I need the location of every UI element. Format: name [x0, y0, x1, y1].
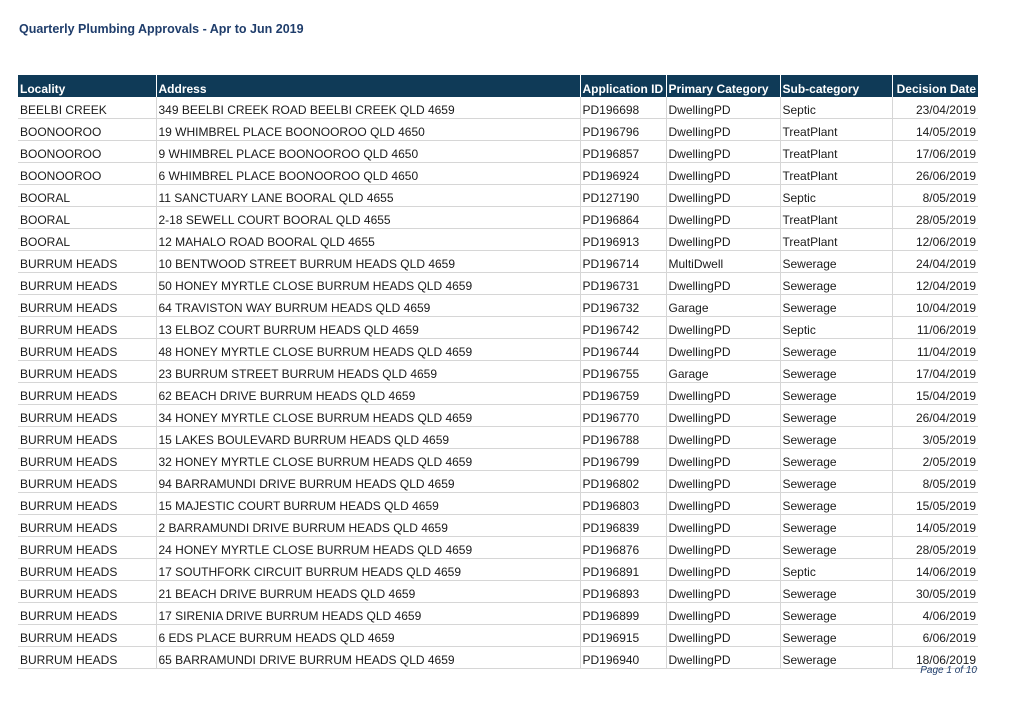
page-total: 10	[965, 665, 977, 676]
column-header-decision-date[interactable]: Decision Date	[892, 75, 978, 97]
cell-sub-category: Sewerage	[780, 493, 892, 515]
cell-address: 15 MAJESTIC COURT BURRUM HEADS QLD 4659	[156, 493, 580, 515]
cell-application-id: PD196802	[580, 471, 666, 493]
cell-decision-date: 18/06/2019	[892, 647, 978, 669]
cell-sub-category: Septic	[780, 559, 892, 581]
cell-application-id: PD196891	[580, 559, 666, 581]
cell-application-id: PD196698	[580, 97, 666, 119]
cell-address: 23 BURRUM STREET BURRUM HEADS QLD 4659	[156, 361, 580, 383]
cell-primary-category: DwellingPD	[666, 317, 780, 339]
table-row	[18, 515, 978, 537]
cell-address: 32 HONEY MYRTLE CLOSE BURRUM HEADS QLD 4659	[156, 449, 580, 471]
cell-application-id: PD196899	[580, 603, 666, 625]
cell-application-id: PD196731	[580, 273, 666, 295]
cell-primary-category: DwellingPD	[666, 537, 780, 559]
cell-sub-category: TreatPlant	[780, 163, 892, 185]
cell-sub-category: Sewerage	[780, 647, 892, 669]
cell-decision-date: 15/05/2019	[892, 493, 978, 515]
cell-application-id: PD196913	[580, 229, 666, 251]
table-row	[18, 493, 978, 515]
cell-locality: BURRUM HEADS	[18, 581, 156, 603]
table-row	[18, 339, 978, 361]
cell-decision-date: 2/05/2019	[892, 449, 978, 471]
cell-locality: BURRUM HEADS	[18, 625, 156, 647]
cell-locality: BURRUM HEADS	[18, 405, 156, 427]
cell-primary-category: DwellingPD	[666, 625, 780, 647]
cell-locality: BURRUM HEADS	[18, 559, 156, 581]
cell-decision-date: 8/05/2019	[892, 471, 978, 493]
table-row	[18, 537, 978, 559]
cell-address: 349 BEELBI CREEK ROAD BEELBI CREEK QLD 4659	[156, 97, 580, 119]
cell-primary-category: DwellingPD	[666, 471, 780, 493]
table-row	[18, 383, 978, 405]
table-row	[18, 647, 978, 669]
cell-primary-category: DwellingPD	[666, 383, 780, 405]
cell-application-id: PD196755	[580, 361, 666, 383]
cell-primary-category: DwellingPD	[666, 163, 780, 185]
cell-decision-date: 11/04/2019	[892, 339, 978, 361]
cell-sub-category: Sewerage	[780, 427, 892, 449]
cell-address: 15 LAKES BOULEVARD BURRUM HEADS QLD 4659	[156, 427, 580, 449]
cell-application-id: PD196876	[580, 537, 666, 559]
cell-locality: BOONOOROO	[18, 141, 156, 163]
cell-primary-category: DwellingPD	[666, 119, 780, 141]
cell-decision-date: 26/04/2019	[892, 405, 978, 427]
cell-address: 64 TRAVISTON WAY BURRUM HEADS QLD 4659	[156, 295, 580, 317]
cell-address: 21 BEACH DRIVE BURRUM HEADS QLD 4659	[156, 581, 580, 603]
cell-primary-category: DwellingPD	[666, 559, 780, 581]
cell-address: 17 SOUTHFORK CIRCUIT BURRUM HEADS QLD 4659	[156, 559, 580, 581]
cell-primary-category: Garage	[666, 361, 780, 383]
cell-primary-category: DwellingPD	[666, 207, 780, 229]
cell-sub-category: TreatPlant	[780, 141, 892, 163]
table-header-row	[18, 75, 978, 97]
cell-sub-category: Septic	[780, 317, 892, 339]
cell-locality: BURRUM HEADS	[18, 383, 156, 405]
cell-decision-date: 8/05/2019	[892, 185, 978, 207]
cell-sub-category: Sewerage	[780, 361, 892, 383]
table-row	[18, 603, 978, 625]
cell-locality: BURRUM HEADS	[18, 471, 156, 493]
cell-decision-date: 15/04/2019	[892, 383, 978, 405]
cell-application-id: PD196759	[580, 383, 666, 405]
cell-primary-category: DwellingPD	[666, 405, 780, 427]
cell-application-id: PD196803	[580, 493, 666, 515]
cell-primary-category: DwellingPD	[666, 515, 780, 537]
cell-primary-category: DwellingPD	[666, 581, 780, 603]
cell-address: 10 BENTWOOD STREET BURRUM HEADS QLD 4659	[156, 251, 580, 273]
cell-application-id: PD196732	[580, 295, 666, 317]
cell-decision-date: 30/05/2019	[892, 581, 978, 603]
cell-application-id: PD196915	[580, 625, 666, 647]
cell-sub-category: Sewerage	[780, 273, 892, 295]
cell-primary-category: DwellingPD	[666, 647, 780, 669]
cell-address: 94 BARRAMUNDI DRIVE BURRUM HEADS QLD 4659	[156, 471, 580, 493]
cell-address: 12 MAHALO ROAD BOORAL QLD 4655	[156, 229, 580, 251]
cell-address: 6 EDS PLACE BURRUM HEADS QLD 4659	[156, 625, 580, 647]
cell-locality: BURRUM HEADS	[18, 339, 156, 361]
cell-primary-category: MultiDwell	[666, 251, 780, 273]
cell-locality: BURRUM HEADS	[18, 449, 156, 471]
cell-application-id: PD196893	[580, 581, 666, 603]
cell-primary-category: DwellingPD	[666, 273, 780, 295]
cell-address: 34 HONEY MYRTLE CLOSE BURRUM HEADS QLD 4659	[156, 405, 580, 427]
cell-decision-date: 17/06/2019	[892, 141, 978, 163]
cell-sub-category: TreatPlant	[780, 207, 892, 229]
cell-locality: BURRUM HEADS	[18, 361, 156, 383]
cell-address: 2 BARRAMUNDI DRIVE BURRUM HEADS QLD 4659	[156, 515, 580, 537]
cell-locality: BURRUM HEADS	[18, 317, 156, 339]
column-header-application-id[interactable]: Application ID	[580, 75, 666, 97]
cell-address: 48 HONEY MYRTLE CLOSE BURRUM HEADS QLD 4659	[156, 339, 580, 361]
approvals-table	[18, 75, 978, 669]
cell-sub-category: Sewerage	[780, 405, 892, 427]
cell-decision-date: 23/04/2019	[892, 97, 978, 119]
cell-decision-date: 14/05/2019	[892, 515, 978, 537]
table-row	[18, 251, 978, 273]
column-header-primary-category[interactable]: Primary Category	[666, 75, 780, 97]
cell-locality: BURRUM HEADS	[18, 515, 156, 537]
cell-locality: BOONOOROO	[18, 163, 156, 185]
cell-application-id: PD196839	[580, 515, 666, 537]
cell-sub-category: TreatPlant	[780, 119, 892, 141]
cell-application-id: PD196799	[580, 449, 666, 471]
cell-primary-category: DwellingPD	[666, 185, 780, 207]
table-row	[18, 581, 978, 603]
cell-locality: BOONOOROO	[18, 119, 156, 141]
cell-decision-date: 14/06/2019	[892, 559, 978, 581]
cell-primary-category: DwellingPD	[666, 339, 780, 361]
table-row	[18, 97, 978, 119]
cell-primary-category: Garage	[666, 295, 780, 317]
cell-decision-date: 10/04/2019	[892, 295, 978, 317]
table-row	[18, 185, 978, 207]
cell-application-id: PD196857	[580, 141, 666, 163]
cell-application-id: PD196940	[580, 647, 666, 669]
page-label: Page	[920, 665, 944, 676]
table-row	[18, 229, 978, 251]
cell-primary-category: DwellingPD	[666, 141, 780, 163]
cell-primary-category: DwellingPD	[666, 493, 780, 515]
table-row	[18, 273, 978, 295]
table-body	[18, 97, 978, 669]
cell-locality: BURRUM HEADS	[18, 427, 156, 449]
cell-decision-date: 28/05/2019	[892, 207, 978, 229]
cell-locality: BEELBI CREEK	[18, 97, 156, 119]
cell-decision-date: 14/05/2019	[892, 119, 978, 141]
cell-locality: BURRUM HEADS	[18, 537, 156, 559]
cell-locality: BURRUM HEADS	[18, 273, 156, 295]
cell-primary-category: DwellingPD	[666, 603, 780, 625]
cell-locality: BURRUM HEADS	[18, 295, 156, 317]
cell-sub-category: Sewerage	[780, 449, 892, 471]
cell-sub-category: Sewerage	[780, 471, 892, 493]
cell-address: 19 WHIMBREL PLACE BOONOOROO QLD 4650	[156, 119, 580, 141]
cell-sub-category: Sewerage	[780, 383, 892, 405]
cell-decision-date: 6/06/2019	[892, 625, 978, 647]
cell-locality: BURRUM HEADS	[18, 251, 156, 273]
table-row	[18, 317, 978, 339]
cell-decision-date: 24/04/2019	[892, 251, 978, 273]
page-title: Quarterly Plumbing Approvals - Apr to Jun 2019	[19, 22, 304, 36]
cell-sub-category: Sewerage	[780, 537, 892, 559]
table-row	[18, 471, 978, 493]
column-header-sub-category[interactable]: Sub-category	[780, 75, 892, 97]
cell-application-id: PD196864	[580, 207, 666, 229]
cell-sub-category: Septic	[780, 97, 892, 119]
cell-application-id: PD196744	[580, 339, 666, 361]
table-row	[18, 405, 978, 427]
cell-address: 11 SANCTUARY LANE BOORAL QLD 4655	[156, 185, 580, 207]
cell-primary-category: DwellingPD	[666, 97, 780, 119]
cell-decision-date: 12/06/2019	[892, 229, 978, 251]
cell-address: 65 BARRAMUNDI DRIVE BURRUM HEADS QLD 4659	[156, 647, 580, 669]
table-row	[18, 141, 978, 163]
cell-address: 24 HONEY MYRTLE CLOSE BURRUM HEADS QLD 4659	[156, 537, 580, 559]
table-row	[18, 625, 978, 647]
cell-decision-date: 28/05/2019	[892, 537, 978, 559]
table-row	[18, 119, 978, 141]
cell-application-id: PD127190	[580, 185, 666, 207]
cell-primary-category: DwellingPD	[666, 449, 780, 471]
cell-locality: BURRUM HEADS	[18, 647, 156, 669]
table-row	[18, 427, 978, 449]
cell-application-id: PD196714	[580, 251, 666, 273]
cell-application-id: PD196796	[580, 119, 666, 141]
table-row	[18, 295, 978, 317]
page-footer	[920, 665, 977, 676]
cell-sub-category: Sewerage	[780, 581, 892, 603]
table-row	[18, 207, 978, 229]
cell-locality: BOORAL	[18, 229, 156, 251]
cell-sub-category: Septic	[780, 185, 892, 207]
cell-address: 62 BEACH DRIVE BURRUM HEADS QLD 4659	[156, 383, 580, 405]
cell-decision-date: 12/04/2019	[892, 273, 978, 295]
cell-address: 13 ELBOZ COURT BURRUM HEADS QLD 4659	[156, 317, 580, 339]
cell-decision-date: 26/06/2019	[892, 163, 978, 185]
cell-sub-category: Sewerage	[780, 625, 892, 647]
cell-primary-category: DwellingPD	[666, 427, 780, 449]
cell-sub-category: Sewerage	[780, 251, 892, 273]
cell-application-id: PD196770	[580, 405, 666, 427]
page-number: 1	[946, 665, 952, 676]
cell-sub-category: Sewerage	[780, 603, 892, 625]
cell-decision-date: 4/06/2019	[892, 603, 978, 625]
cell-locality: BOORAL	[18, 207, 156, 229]
table-row	[18, 163, 978, 185]
cell-sub-category: TreatPlant	[780, 229, 892, 251]
cell-locality: BURRUM HEADS	[18, 493, 156, 515]
table-row	[18, 559, 978, 581]
cell-decision-date: 3/05/2019	[892, 427, 978, 449]
cell-sub-category: Sewerage	[780, 295, 892, 317]
column-header-address[interactable]: Address	[156, 75, 580, 97]
cell-decision-date: 11/06/2019	[892, 317, 978, 339]
cell-address: 50 HONEY MYRTLE CLOSE BURRUM HEADS QLD 4659	[156, 273, 580, 295]
cell-sub-category: Sewerage	[780, 515, 892, 537]
cell-locality: BURRUM HEADS	[18, 603, 156, 625]
cell-primary-category: DwellingPD	[666, 229, 780, 251]
cell-address: 9 WHIMBREL PLACE BOONOOROO QLD 4650	[156, 141, 580, 163]
table-row	[18, 361, 978, 383]
cell-locality: BOORAL	[18, 185, 156, 207]
column-header-locality[interactable]: Locality	[18, 75, 156, 97]
cell-sub-category: Sewerage	[780, 339, 892, 361]
cell-address: 6 WHIMBREL PLACE BOONOOROO QLD 4650	[156, 163, 580, 185]
table-row	[18, 449, 978, 471]
cell-application-id: PD196742	[580, 317, 666, 339]
cell-application-id: PD196788	[580, 427, 666, 449]
cell-decision-date: 17/04/2019	[892, 361, 978, 383]
cell-address: 2-18 SEWELL COURT BOORAL QLD 4655	[156, 207, 580, 229]
cell-address: 17 SIRENIA DRIVE BURRUM HEADS QLD 4659	[156, 603, 580, 625]
page-of-label: of	[954, 665, 964, 676]
cell-application-id: PD196924	[580, 163, 666, 185]
